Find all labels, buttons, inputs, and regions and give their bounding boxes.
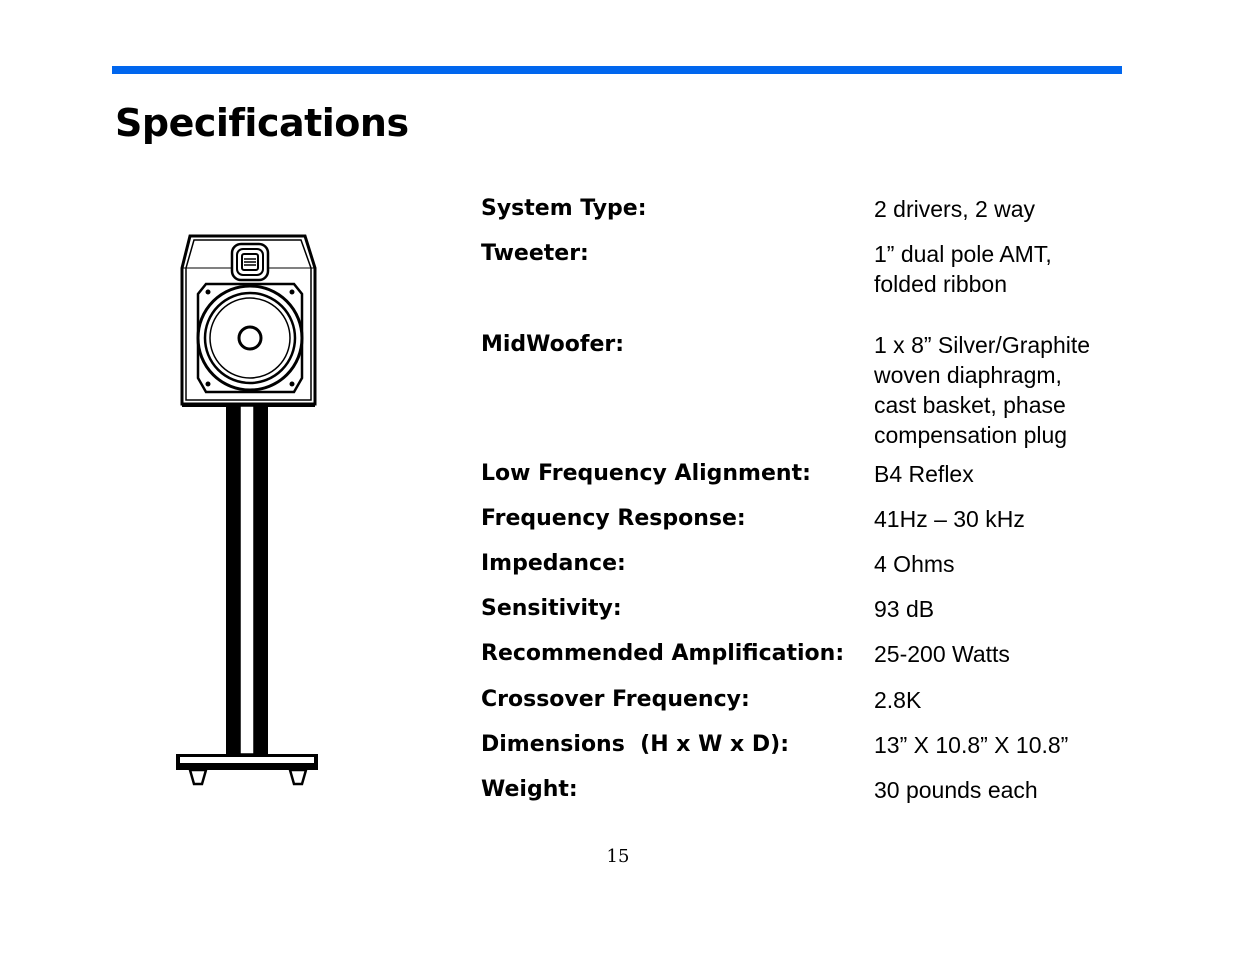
spec-value-line: 1 x 8” Silver/Graphite: [874, 332, 1091, 358]
spec-value-line: 2 drivers, 2 way: [874, 196, 1036, 222]
spec-value: [874, 730, 1119, 760]
spec-label: MidWoofer:: [481, 332, 625, 357]
spec-value-line: 41Hz – 30 kHz: [874, 506, 1025, 532]
spec-value: [874, 549, 1119, 579]
spec-value-line: woven diaphragm,: [874, 362, 1062, 388]
spec-label: Weight:: [481, 777, 578, 802]
spec-label: Impedance:: [481, 551, 626, 576]
spec-value: [874, 239, 1119, 299]
page-number: 15: [606, 846, 630, 867]
spec-value-line: 30 pounds each: [874, 777, 1038, 803]
spec-label: Dimensions (H x W x D):: [481, 732, 789, 757]
spec-label: Frequency Response:: [481, 506, 746, 531]
spec-label: Tweeter:: [481, 241, 589, 266]
spec-label: Crossover Frequency:: [481, 687, 750, 712]
spec-label: System Type:: [481, 196, 647, 221]
spec-value: [874, 194, 1119, 224]
spec-label: Low Frequency Alignment:: [481, 461, 811, 486]
spec-value: [874, 504, 1119, 534]
spec-value-line: 1” dual pole AMT,: [874, 241, 1052, 267]
spec-value: [874, 775, 1119, 805]
top-accent-rule: [112, 66, 1122, 74]
spec-value-line: 93 dB: [874, 596, 935, 622]
spec-value: [874, 459, 1119, 489]
spec-value-line: 25-200 Watts: [874, 641, 1010, 667]
spec-label: Recommended Amplification:: [481, 641, 845, 666]
spec-value: [874, 685, 1119, 715]
spec-value: [874, 639, 1119, 669]
spec-value: [874, 330, 1119, 450]
spec-value-line: 13” X 10.8” X 10.8”: [874, 732, 1069, 758]
spec-value-line: cast basket, phase: [874, 392, 1066, 418]
spec-value-line: folded ribbon: [874, 271, 1007, 297]
spec-label: Sensitivity:: [481, 596, 622, 621]
page-title: Specifications: [115, 101, 409, 145]
bookshelf-speaker-on-stand-icon: [170, 228, 330, 798]
spec-value-line: compensation plug: [874, 422, 1068, 448]
spec-value-line: B4 Reflex: [874, 461, 974, 487]
spec-value: [874, 594, 1119, 624]
spec-value-line: 4 Ohms: [874, 551, 955, 577]
spec-value-line: 2.8K: [874, 687, 922, 713]
